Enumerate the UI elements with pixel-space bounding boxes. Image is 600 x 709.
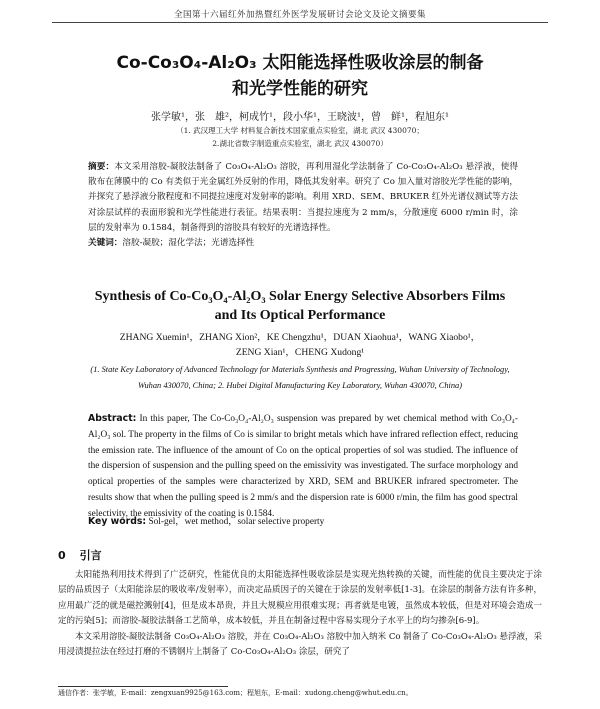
english-keywords-label: Key words: <box>88 516 147 527</box>
english-abstract <box>88 411 518 523</box>
english-affiliation-line-1: (1. State Key Laboratory of Advanced Technology for Materials Synthesis and Progressing, Wuhan University of Technology, <box>90 365 510 374</box>
chinese-affiliation-1: （1. 武汉理工大学 材料复合新技术国家重点实验室，湖北 武汉 430070； <box>176 126 424 135</box>
footnote: 通信作者：张学敏，E-mail：zengxuan9925@163.com；程旭东，E-mail：xudong.cheng@whut.edu.cn。 <box>58 689 413 697</box>
chinese-abstract <box>88 160 518 251</box>
english-affiliations <box>32 362 568 394</box>
english-abstract-label: Abstract: <box>88 413 137 424</box>
body-paragraph-1: 太阳能热利用技术得到了广泛研究，性能优良的太阳能选择性吸收涂层是实现光热转换的关键，而性能的优良主要决定于涂层的品质因子（太阳能涂层的吸收率/发射率），而决定品质因子的关键在于涂层的发射率低[1-3]。在涂层的制备方法有许多种，应用最广泛的就是磁控溅射[4]，但是成本昂贵，并且大规模应用很难实现；再者就是电镀，虽然成本较低，但是对环境会造成一定的污染[5]；而溶胶-凝胶法制备工艺简单，成本较低，并且在制备过程中容易实现分子水平上的均匀掺杂[6-9]。 <box>58 570 542 627</box>
running-header: 全国第十六届红外加热暨红外医学发展研讨会论文及论文摘要集 <box>173 10 426 20</box>
english-authors-line-2: ZENG Xian¹，CHENG Xudong¹ <box>235 347 365 358</box>
chinese-affiliation-2: 2.湖北省数字制造重点实验室，湖北 武汉 430070） <box>212 139 388 148</box>
chinese-keywords-label: 关键词： <box>88 238 123 249</box>
english-title <box>40 287 560 325</box>
english-title-line-2: and Its Optical Performance <box>214 308 386 323</box>
footnote-rule <box>58 686 228 687</box>
english-keywords-text: Sol-gel，wet method，solar selective property <box>148 517 325 527</box>
chinese-authors: 张学敏¹，张 雄²，柯成竹¹，段小华¹，王晓波¹，曾 鲜¹，程旭东¹ <box>150 112 450 123</box>
chinese-abstract-label: 摘要： <box>88 162 115 172</box>
section-title: 引言 <box>79 549 102 562</box>
body-paragraph-2: 本文采用溶胶-凝胶法制备 Co₃O₄-Al₂O₃ 溶胶，并在 Co₃O₄-Al₂O₃ 溶胶中加入纳米 Co 制备了 Co-Co₃O₄-Al₂O₃ 悬浮液，采用浸渍提拉法在经过打磨的不锈钢片上制备了 Co-Co₃O₄-Al₂O₃ 涂层，研究了 <box>58 631 542 658</box>
english-title-line-1: Synthesis of Co-Co₃O₄-Al₂O₃ Solar Energy Selective Absorbers Films <box>94 289 506 304</box>
chinese-affiliations <box>40 124 560 150</box>
english-abstract-text: In this paper, The Co-Co₃O₄-Al₂O₃ suspension was prepared by wet chemical method with Co₃O₄-Al₂O₃ sol. The property in the films of Co is similar to bright metals which have infrared reflection effect, reducing the emission rate. The influence of the amount of Co on the optical properties of sol was studied. The influence of the dispersion of suspension and the pulling speed on the emissivity was investigated. The surface morphology and optical properties of the samples were characterized by XRD, SEM and BRUKER infrared spectrometer. The results show that when the pulling speed is 2 mm/s and the dispersion rate is 6000 r/min, the film has good spectral selectivity, the emissivity of the coating is 0.1584. <box>88 414 518 519</box>
header-rule <box>52 22 548 23</box>
english-keywords <box>88 513 518 527</box>
chinese-keywords: 溶胶-凝胶；湿化学法；光谱选择性 <box>122 238 255 249</box>
section-heading <box>58 547 102 563</box>
section-number: 0 <box>58 549 66 562</box>
english-authors-line-1: ZHANG Xuemin¹，ZHANG Xion²，KE Chengzhu¹，DUAN Xiaohua¹，WANG Xiaobo¹， <box>119 332 481 343</box>
chinese-title-line-1: Co-Co₃O₄-Al₂O₃ 太阳能选择性吸收涂层的制备 <box>116 53 484 73</box>
body-text <box>58 568 542 660</box>
english-authors <box>40 330 560 360</box>
chinese-abstract-text: 本文采用溶胶-凝胶法制备了 Co₃O₄-Al₂O₃ 溶胶，再利用湿化学法制备了 Co-Co₃O₄-Al₂O₃ 悬浮液，使得散布在薄膜中的 Co 有类似于光金属红外反射的作用，降低其发射率。研究了 Co 加入量对溶胶光学性能的影响，并探究了悬浮液分散程度和不同提拉速度对发射率的影响。利用 XRD、SEM、BRUKER 红外光谱仪测试等方法对涂层试样的表面形貌和光学性能进行表征。结果表明：当提拉速度为 2 mm/s，分散速度 6000 r/min 时，涂层的发射率为 0.1584，制备得到的溶胶具有较好的光谱选择性。 <box>88 162 518 233</box>
english-affiliation-line-2: Wuhan 430070, China; 2. Hubei Digital Manufacturing Key Laboratory, Wuhan 430070, China) <box>137 381 463 390</box>
chinese-title <box>40 50 560 102</box>
chinese-title-line-2: 和光学性能的研究 <box>232 79 368 99</box>
